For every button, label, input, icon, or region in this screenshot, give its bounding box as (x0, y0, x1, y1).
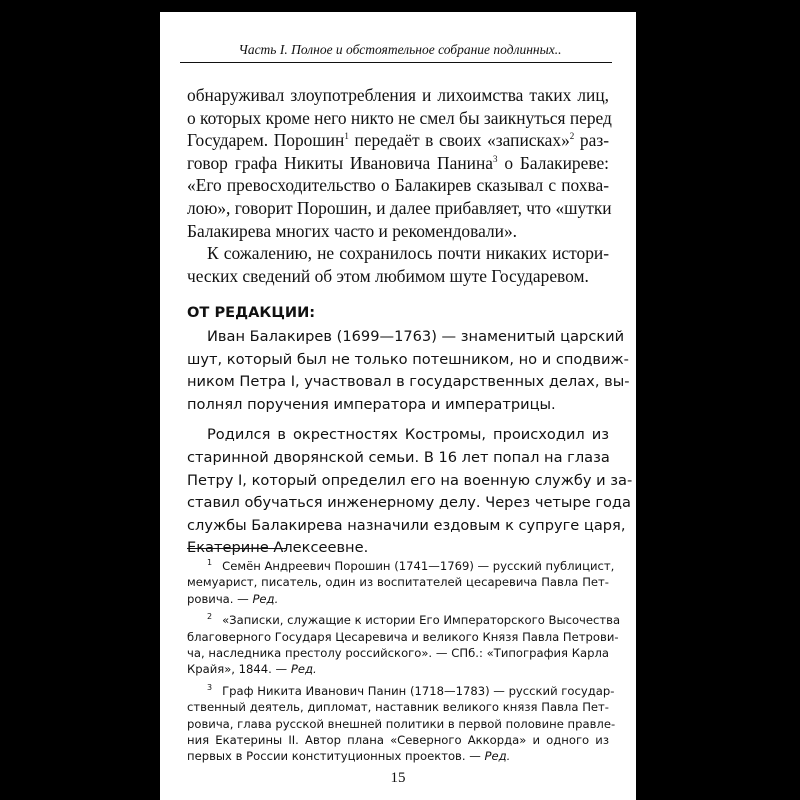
text-line: ставил обучаться инженерному делу. Через четыре года (187, 494, 631, 512)
text-line: мемуарист, писатель, один из воспитателей цесаревича Павла Пет- (187, 575, 609, 590)
header-rule (180, 62, 612, 63)
editor-mark: Ред. (290, 662, 317, 677)
footnote-rule (187, 548, 287, 549)
text-line: Балакирева многих часто и рекомендовали». (187, 220, 518, 241)
text-span: первых в России конституционных проектов. — (187, 749, 485, 764)
text-line: о которых кроме него никто не смел бы заикнуться перед (187, 107, 612, 128)
footnote-ref: 1 (344, 131, 349, 142)
footnote-ref: 2 (569, 131, 575, 142)
text-span: раз- (574, 130, 609, 151)
text-span: о Балакиреве: (497, 152, 609, 173)
text-span: передаёт в своих «записках» (348, 130, 570, 151)
text-line: полнял поручения императора и императрицы. (187, 395, 556, 413)
text-span: «Записки, служащие к истории Его Императорского Высочества (222, 613, 621, 628)
text-span: говор графа Никиты Ивановича Панина (187, 152, 493, 173)
text-line (187, 682, 615, 699)
text-line: ния Екатерины II. Автор плана «Северного Аккорда» и одного из (187, 732, 609, 747)
text-line: ственный деятель, дипломат, наставник великого князя Павла Пет- (187, 700, 609, 715)
footnote-ref: 3 (492, 153, 498, 164)
text-line: ческих сведений об этом любимом шуте Государевом. (187, 265, 589, 286)
text-line (187, 129, 609, 152)
text-span: Граф Никита Иванович Панин (1718—1783) — русский государ- (222, 683, 615, 698)
running-head: Часть I. Полное и обстоятельное собрание подлинных.. (238, 42, 562, 57)
footnote-3 (187, 682, 616, 765)
text-line (187, 748, 609, 764)
footnotes (187, 558, 621, 765)
text-span: Государем. Порошин (187, 130, 345, 151)
footnote-1 (187, 558, 615, 607)
text-line (187, 591, 609, 607)
footnote-2 (187, 612, 621, 678)
text-line (187, 558, 615, 574)
text-line: К сожалению, не сохранилось почти никаких истори- (207, 243, 609, 264)
text-line (187, 612, 621, 628)
book-page (160, 12, 636, 800)
text-line: шут, который был не только потешником, но и сподвиж- (187, 350, 629, 368)
text-line: обнаруживал злоупотребления и лихоимства таких лиц, (187, 85, 609, 105)
text-line: службы Балакирева назначили ездовым к супруге царя, (187, 516, 626, 534)
footnote-number: 2 (207, 612, 213, 622)
text-span: Крайя», 1844. — (187, 662, 291, 677)
main-text (187, 84, 612, 287)
editorial-heading: ОТ РЕДАКЦИИ: (187, 304, 316, 321)
footnote-number: 3 (207, 682, 213, 692)
text-line: Екатерине Алексеевне. (187, 539, 369, 557)
paragraph-gap (187, 416, 609, 424)
editor-mark: Ред. (252, 591, 279, 606)
text-line (187, 152, 609, 175)
text-line (187, 661, 609, 677)
footnote-number: 1 (207, 558, 213, 568)
text-line: благоверного Государя Цесаревича и великого Князя Павла Петрови- (187, 629, 619, 644)
text-line: Петру I, который определил его на военную службу и за- (187, 471, 633, 489)
editorial-section (187, 300, 633, 560)
text-line: ровича, глава русской внешней политики в первой половине правле- (187, 716, 616, 731)
text-span: ровича. — (187, 591, 253, 606)
text-span: Семён Андреевич Порошин (1741—1769) — русский публицист, (222, 559, 615, 573)
text-line: Родился в окрестностях Костромы, происходил из (207, 426, 609, 444)
page-number: 15 (390, 770, 406, 786)
text-line: лою», говорит Порошин, и далее прибавляет, что «шутки (187, 197, 612, 218)
text-line: Иван Балакирев (1699—1763) — знаменитый царский (207, 328, 625, 345)
editor-mark: Ред. (484, 749, 511, 764)
text-line: «Его превосходительство о Балакирев сказывал с похва- (187, 175, 609, 196)
text-line: ником Петра I, участвовал в государственных делах, вы- (187, 373, 630, 391)
text-line: старинной дворянской семьи. В 16 лет попал на глаза (187, 448, 610, 466)
text-line: ча, наследника престолу российского». — СПб.: «Типография Карла (187, 645, 609, 660)
